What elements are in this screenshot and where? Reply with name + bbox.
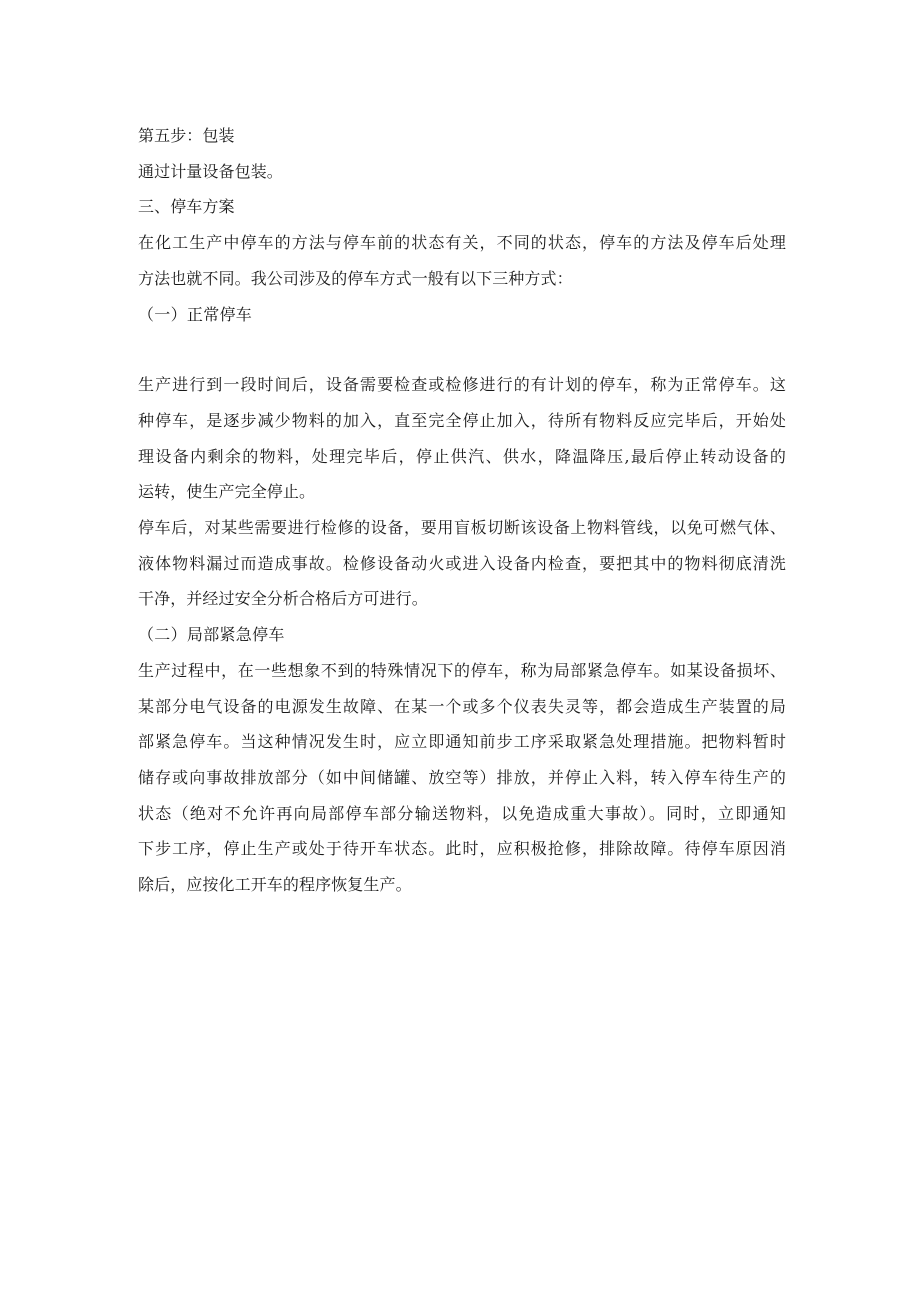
normal-shutdown-paragraph: [138, 367, 786, 510]
section-three-heading: 三、停车方案: [138, 197, 235, 217]
paragraph-line: 状态（绝对不允许再向局部停车部分输送物料，以免造成重大事故）。同时，立即通知: [138, 803, 786, 823]
paragraph-line: 液体物料漏过而造成事故。检修设备动火或进入设备内检查，要把其中的物料彻底清洗: [138, 553, 786, 573]
paragraph-line: 停车后，对某些需要进行检修的设备，要用盲板切断该设备上物料管线，以免可燃气体、: [138, 518, 786, 538]
paragraph-line: 在化工生产中停车的方法与停车前的状态有关，不同的状态，停车的方法及停车后处理: [138, 233, 786, 253]
post-shutdown-paragraph: [138, 510, 786, 617]
step-five-heading: 第五步：包装: [138, 126, 235, 145]
paragraph-line: 部紧急停车。当这种情况发生时，应立即通知前步工序采取紧急处理措施。把物料暂时: [138, 732, 786, 752]
document-body: [138, 118, 786, 903]
blank-gap: [138, 332, 786, 367]
paragraph-line: 方法也就不同。我公司涉及的停车方式一般有以下三种方式：: [138, 268, 573, 288]
paragraph-line: 理设备内剩余的物料，处理完毕后，停止供汽、供水，降温降压,最后停止转动设备的: [138, 446, 786, 466]
step-five-text: 通过计量设备包装。: [138, 161, 283, 181]
paragraph-line: 运转，使生产完全停止。: [138, 482, 316, 502]
paragraph-line: 下步工序，停止生产或处于待开车状态。此时，应积极抢修，排除故障。待停车原因消: [138, 839, 786, 859]
paragraph-line: 生产进行到一段时间后，设备需要检查或检修进行的有计划的停车，称为正常停车。这: [138, 375, 786, 395]
local-emergency-shutdown-heading: （二）局部紧急停车: [138, 625, 285, 645]
paragraph-line: 除后，应按化工开车的程序恢复生产。: [138, 875, 412, 895]
paragraph-line: 生产过程中，在一些想象不到的特殊情况下的停车，称为局部紧急停车。如某设备损坏、: [138, 660, 786, 680]
local-emergency-shutdown-paragraph: [138, 653, 786, 903]
paragraph-line: 种停车，是逐步减少物料的加入，直至完全停止加入，待所有物料反应完毕后，开始处: [138, 410, 786, 430]
intro-paragraph: [138, 225, 786, 296]
normal-shutdown-heading: （一）正常停车: [138, 304, 253, 324]
paragraph-line: 干净，并经过安全分析合格后方可进行。: [138, 589, 428, 609]
paragraph-line: 某部分电气设备的电源发生故障、在某一个或多个仪表失灵等，都会造成生产装置的局: [138, 696, 786, 716]
paragraph-line: 储存或向事故排放部分（如中间储罐、放空等）排放，并停止入料，转入停车待生产的: [138, 767, 786, 787]
